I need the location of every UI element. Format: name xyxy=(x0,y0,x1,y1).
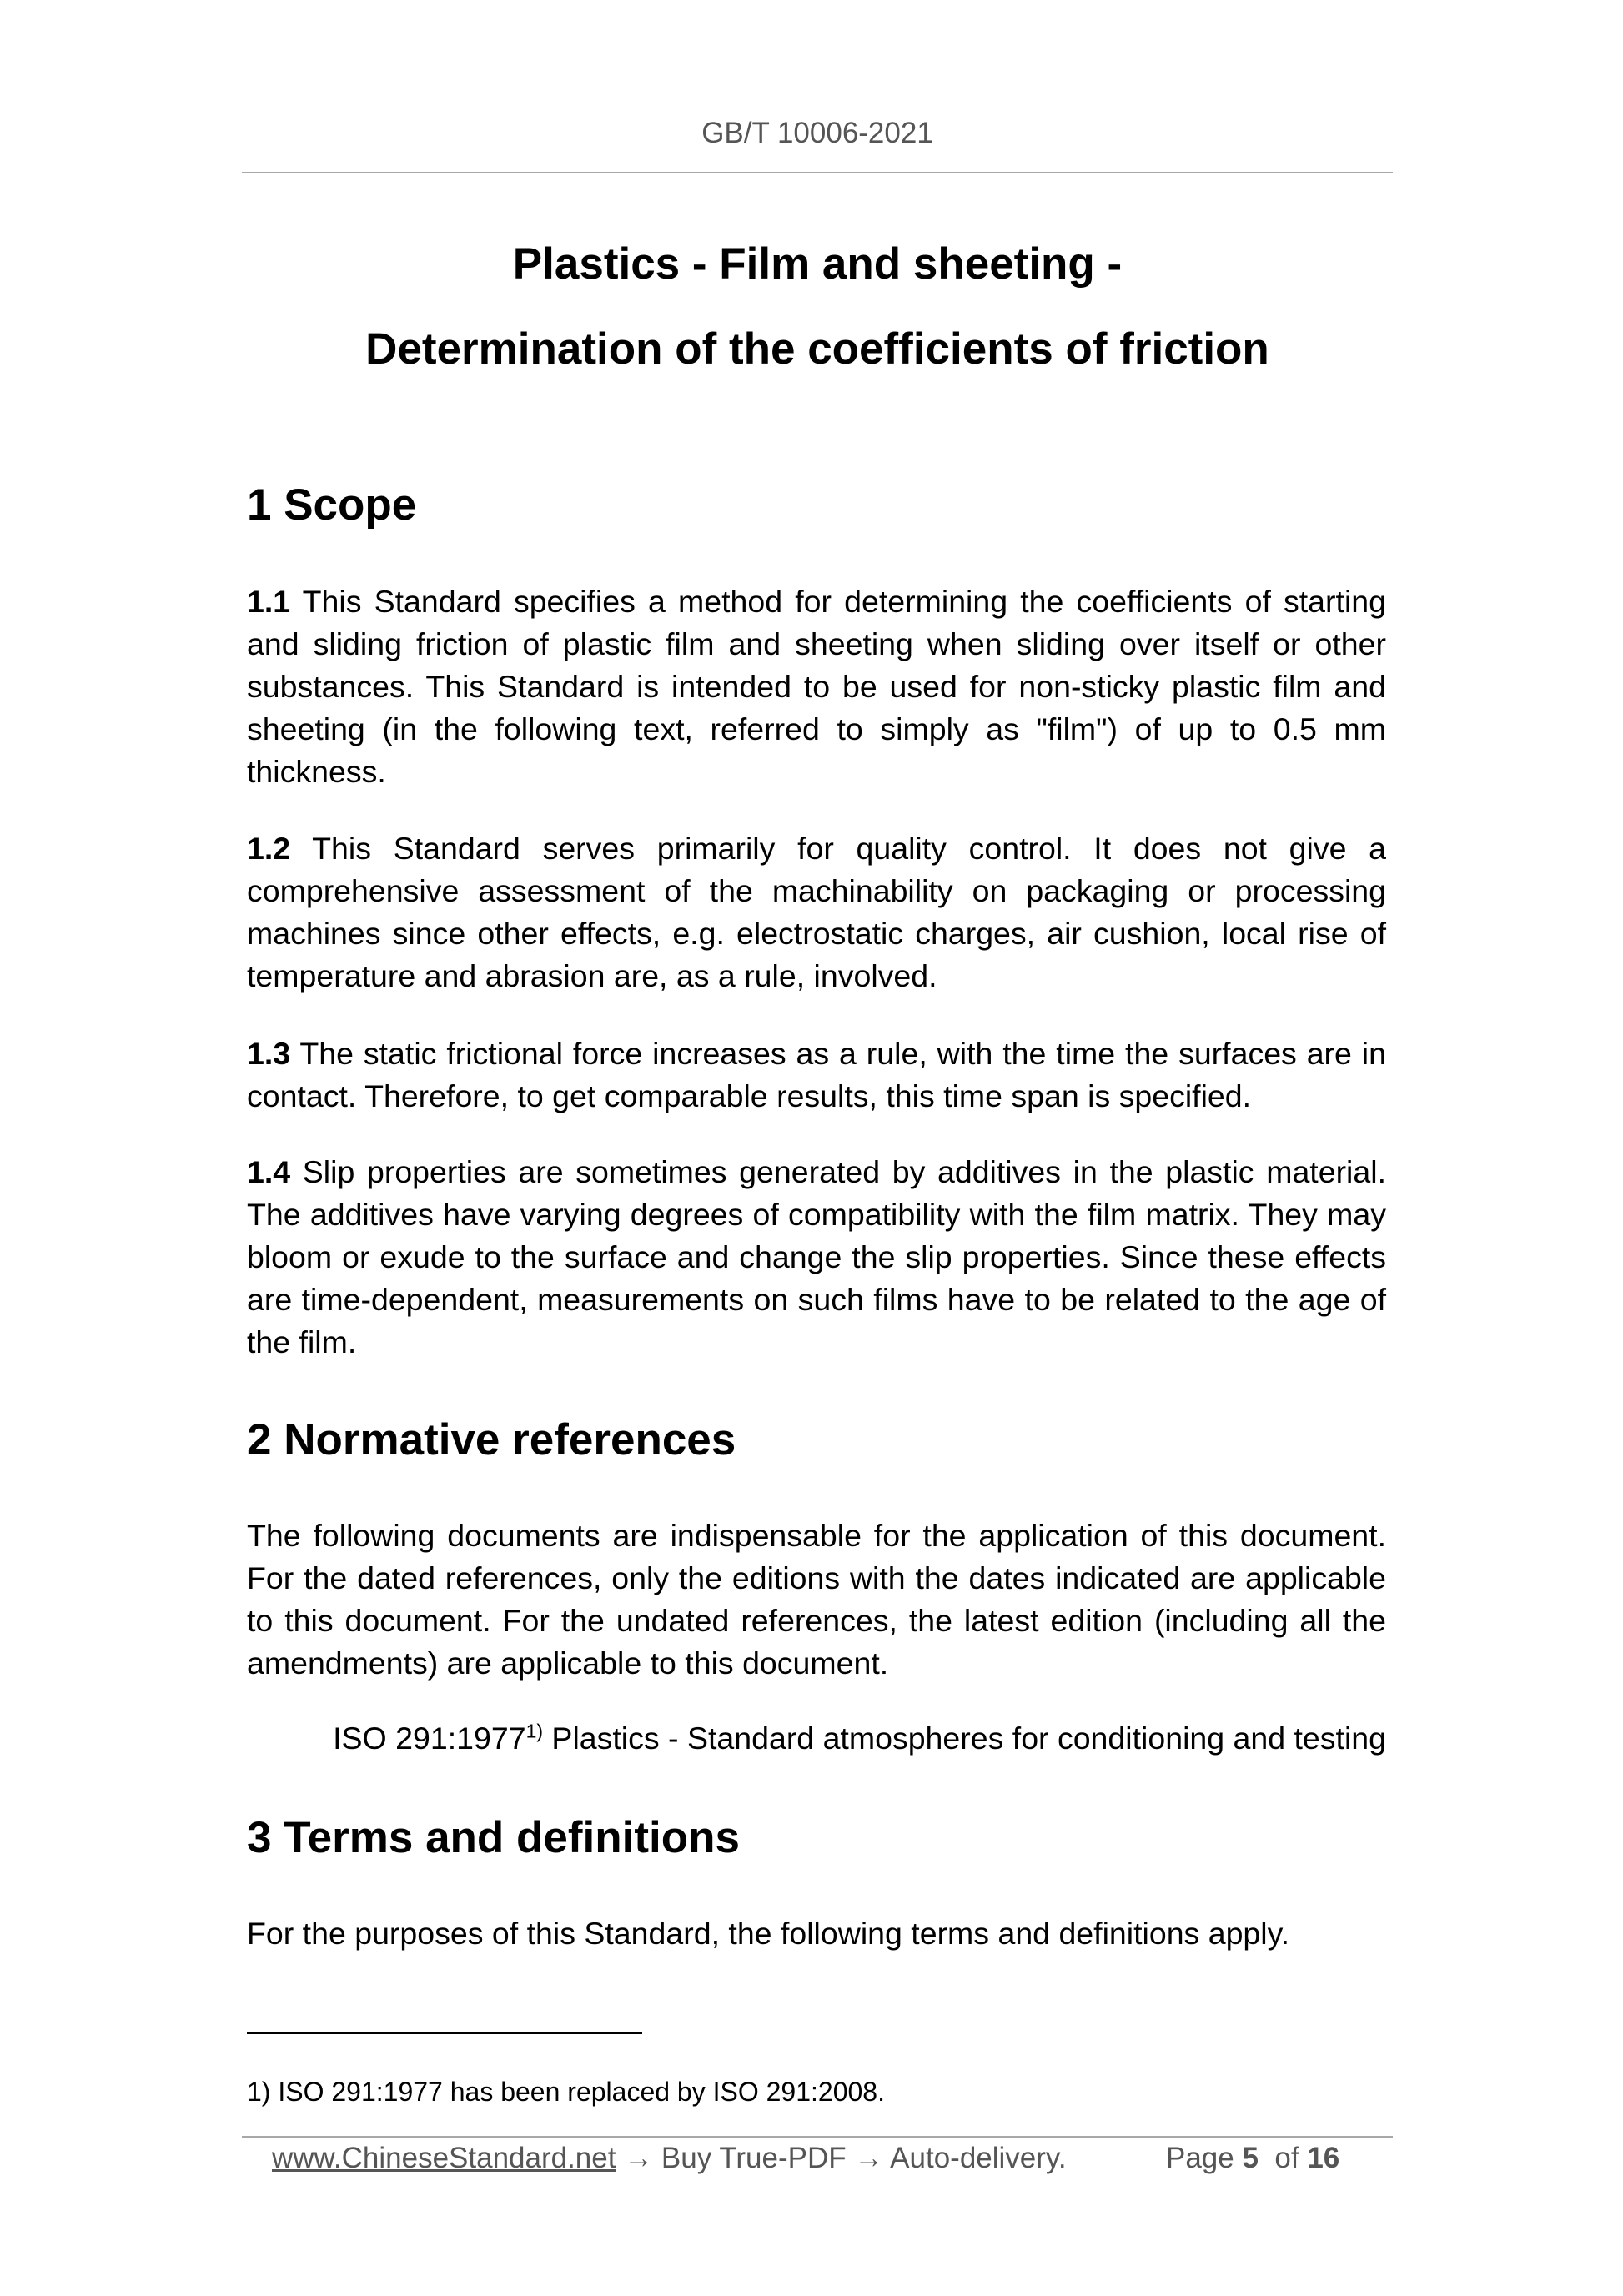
running-header: GB/T 10006-2021 xyxy=(701,117,933,149)
footnote: 1) ISO 291:1977 has been replaced by ISO 291:2008. xyxy=(247,2077,885,2107)
normative-references-intro: The following documents are indispensable for the application of this document. For the dated references, only the editions with the dates indicated are applicable to this document. For the undated references, the latest edition (including all the amendments) are applicable to this document. xyxy=(247,1518,1386,1681)
chinesestandard-link[interactable]: www.ChineseStandard.net xyxy=(272,2142,616,2174)
reference-entry xyxy=(285,1717,1386,1760)
footer-promo xyxy=(272,2142,1067,2175)
page-number: 5 xyxy=(1242,2142,1259,2174)
footnote-divider xyxy=(247,2032,642,2034)
footer-promo-text: → Buy True-PDF → Auto-delivery. xyxy=(616,2142,1067,2174)
clause-number: 1.3 xyxy=(247,1036,291,1071)
page-label: Page xyxy=(1166,2142,1234,2174)
terms-intro: For the purposes of this Standard, the following terms and definitions apply. xyxy=(247,1916,1290,1951)
clause-text: The static frictional force increases as a rule, with the time the surfaces are in contact. Therefore, to get comparable results, this time span is specified. xyxy=(247,1036,1386,1113)
document-title-line-2: Determination of the coefficients of friction xyxy=(365,324,1269,374)
clause-text: Slip properties are sometimes generated by additives in the plastic material. The additives have varying degrees of compatibility with the film matrix. They may bloom or exude to the surface and change the slip properties. Since these effects are time-dependent, measurements on such films have to be related to the age of the film. xyxy=(247,1154,1386,1359)
page-indicator xyxy=(1166,2142,1339,2175)
clause-number: 1.1 xyxy=(247,584,291,619)
clause-1-3 xyxy=(247,1032,1386,1118)
clause-1-4 xyxy=(247,1151,1386,1364)
reference-code: ISO 291:1977 xyxy=(333,1721,526,1756)
clause-number: 1.4 xyxy=(247,1154,291,1189)
section-heading-normative-references: 2 Normative references xyxy=(247,1415,736,1465)
document-title-line-1: Plastics - Film and sheeting - xyxy=(512,239,1123,289)
reference-title: Plastics - Standard atmospheres for conditioning and testing xyxy=(543,1721,1386,1756)
footer-divider xyxy=(242,2136,1393,2138)
footnote-marker[interactable]: 1) xyxy=(525,1720,544,1742)
clause-1-2 xyxy=(247,827,1386,997)
of-label: of xyxy=(1274,2142,1299,2174)
clause-text: This Standard specifies a method for determining the coefficients of starting and sliding friction of plastic film and sheeting when sliding over itself or other substances. This Standard is intended to be used for non-sticky plastic film and sheeting (in the following text, referred to simply as "film") of up to 0.5 mm thickness. xyxy=(247,584,1386,789)
clause-number: 1.2 xyxy=(247,831,291,866)
page-total: 16 xyxy=(1307,2142,1340,2174)
section-heading-scope: 1 Scope xyxy=(247,480,417,530)
clause-text: This Standard serves primarily for quality control. It does not give a comprehensive assessment of the machinability on packaging or processing machines since other effects, e.g. electrostatic charges, air cushion, local rise of temperature and abrasion are, as a rule, involved. xyxy=(247,831,1386,993)
clause-1-1 xyxy=(247,580,1386,793)
header-divider xyxy=(242,172,1393,173)
section-heading-terms-and-definitions: 3 Terms and definitions xyxy=(247,1813,740,1862)
